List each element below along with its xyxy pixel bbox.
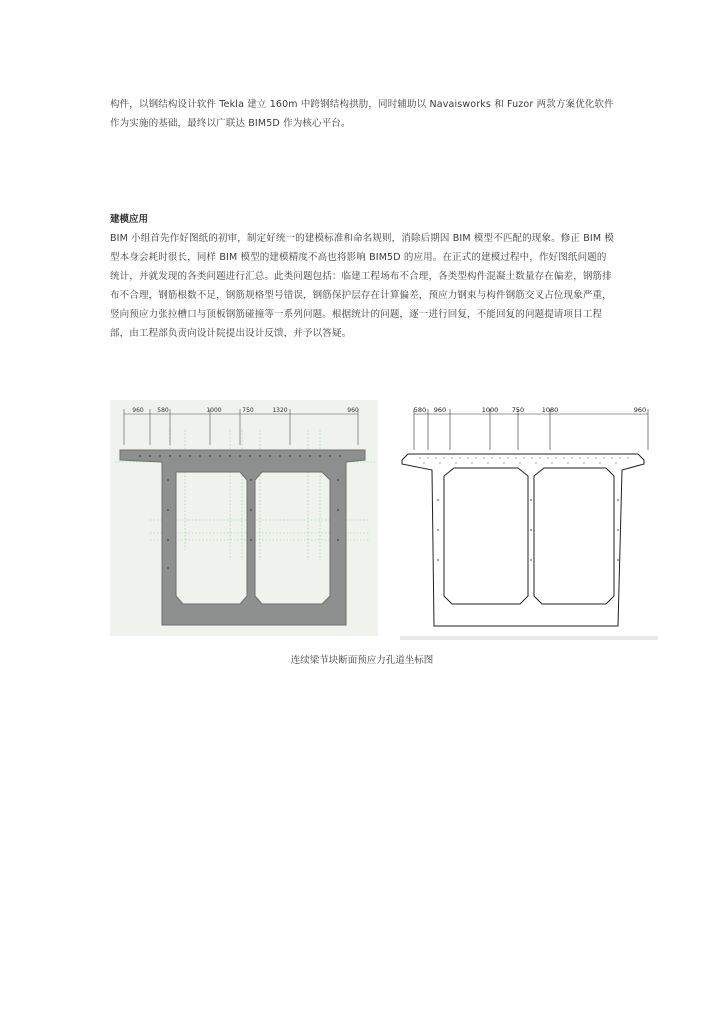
right-dim-3: 1000 [481,406,499,414]
left-dim-2: 580 [157,407,169,414]
right-dim-6: 960 [633,406,647,414]
left-dim-3: 1000 [206,407,222,414]
left-dim-5: 1320 [272,407,288,414]
bim-section-drawing [110,400,378,636]
bim-model-section-image [110,400,378,636]
left-dim-6: 960 [347,407,359,414]
right-dim-2: 960 [433,406,447,414]
duct-section-drawing [400,400,658,632]
intro-paragraph: 构件，以钢结构设计软件 Tekla 建立 160m 中跨钢结构拱肋，同时辅助以 Navaisworks 和 Fuzor 两款方案优化软件作为实施的基础，最终以广联达 BIM5D 作为核心平台。 [110,99,614,129]
right-dim-4: 750 [511,406,525,414]
duct-coordinate-drawing [400,400,658,640]
right-dim-5: 1080 [541,406,559,414]
body-paragraph: BIM 小组首先作好图纸的初审，制定好统一的建模标准和命名规则，消除后期因 BIM 模型不匹配的现象。修正 BIM 模型本身会耗时很长，同样 BIM 模型的建模精度不高也将影响 BIM5D 的应用。在正式的建模过程中，作好图纸问题的统计，并就发现的各类问题进行汇总。此类问题包括：临建工程场布不合理，各类型构件混凝土数量存在偏差，钢筋排布不合理，钢筋根数不足，钢筋规格型号错误，钢筋保护层存在计算偏差，预应力钢束与构件钢筋交叉占位现象严重，竖向预应力张拉槽口与顶板钢筋碰撞等一系列问题。根据统计的问题，逐一进行回复，不能回复的问题提请项目工程部，由工程部负责向设计院提出设计反馈，并予以答疑。 [110,233,614,339]
left-dim-4: 750 [242,407,254,414]
figure-caption: 连续梁节块断面预应力孔道坐标图 [290,655,434,666]
left-dim-1: 960 [132,407,144,414]
right-dim-1: 580 [413,406,427,414]
cross-section-figure [110,400,658,636]
section-heading: 建模应用 [110,214,149,225]
